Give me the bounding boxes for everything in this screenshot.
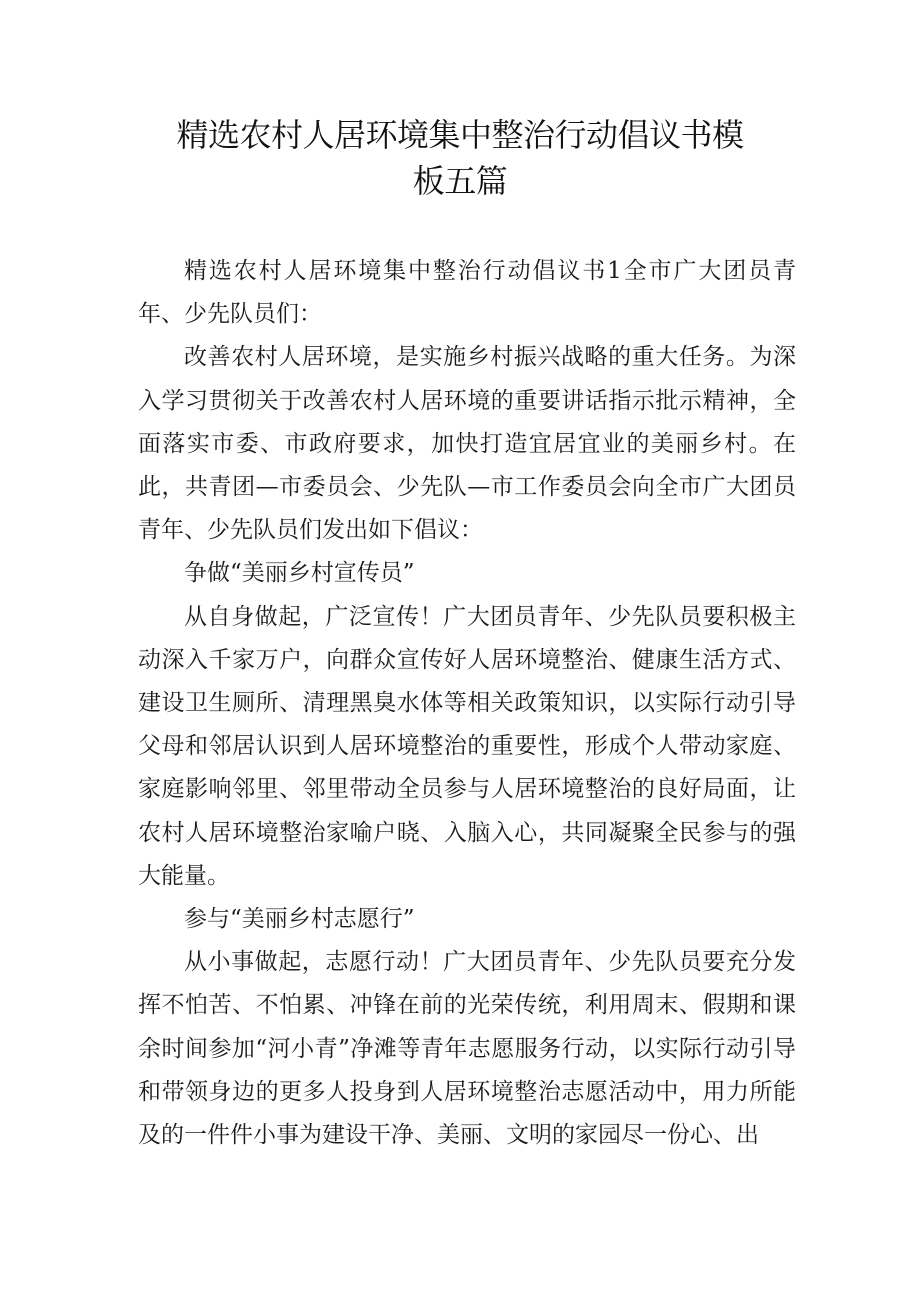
title-line-1: 精选农村人居环境集中整治行动倡议书模	[176, 116, 744, 154]
document-title	[120, 112, 800, 204]
paragraph-salutation: 精选农村人居环境集中整治行动倡议书1全市广大团员青年、少先队员们：	[138, 258, 796, 328]
section-heading-volunteer: 参与“美丽乡村志愿行”	[184, 906, 415, 933]
title-line-2: 板五篇	[412, 162, 508, 200]
paragraph-volunteer: 从小事做起，志愿行动！广大团员青年、少先队员要充分发挥不怕苦、不怕累、冲锋在前的光荣传统，利用周末、假期和课余时间参加“河小青”净滩等青年志愿服务行动，以实际行动引导和带领身边的更多人投身到人居环境整治志愿活动中，用力所能及的一件件小事为建设干净、美丽、文明的家园尽一份心、出	[138, 949, 796, 1149]
paragraph-intro: 改善农村人居环境，是实施乡村振兴战略的重大任务。为深入学习贯彻关于改善农村人居环境的重要讲话指示批示精神，全面落实市委、市政府要求，加快打造宜居宜业的美丽乡村。在此，共青团—市委员会、少先队—市工作委员会向全市广大团员青年、少先队员们发出如下倡议：	[138, 344, 796, 544]
section-heading-publicity: 争做“美丽乡村宣传员”	[184, 560, 415, 587]
paragraph-publicity: 从自身做起，广泛宣传！广大团员青年、少先队员要积极主动深入千家万户，向群众宣传好人居环境整治、健康生活方式、建设卫生厕所、清理黑臭水体等相关政策知识，以实际行动引导父母和邻居认识到人居环境整治的重要性，形成个人带动家庭、家庭影响邻里、邻里带动全员参与人居环境整治的良好局面，让农村人居环境整治家喻户晓、入脑入心，共同凝聚全民参与的强大能量。	[138, 603, 796, 889]
document-body	[138, 250, 796, 1157]
